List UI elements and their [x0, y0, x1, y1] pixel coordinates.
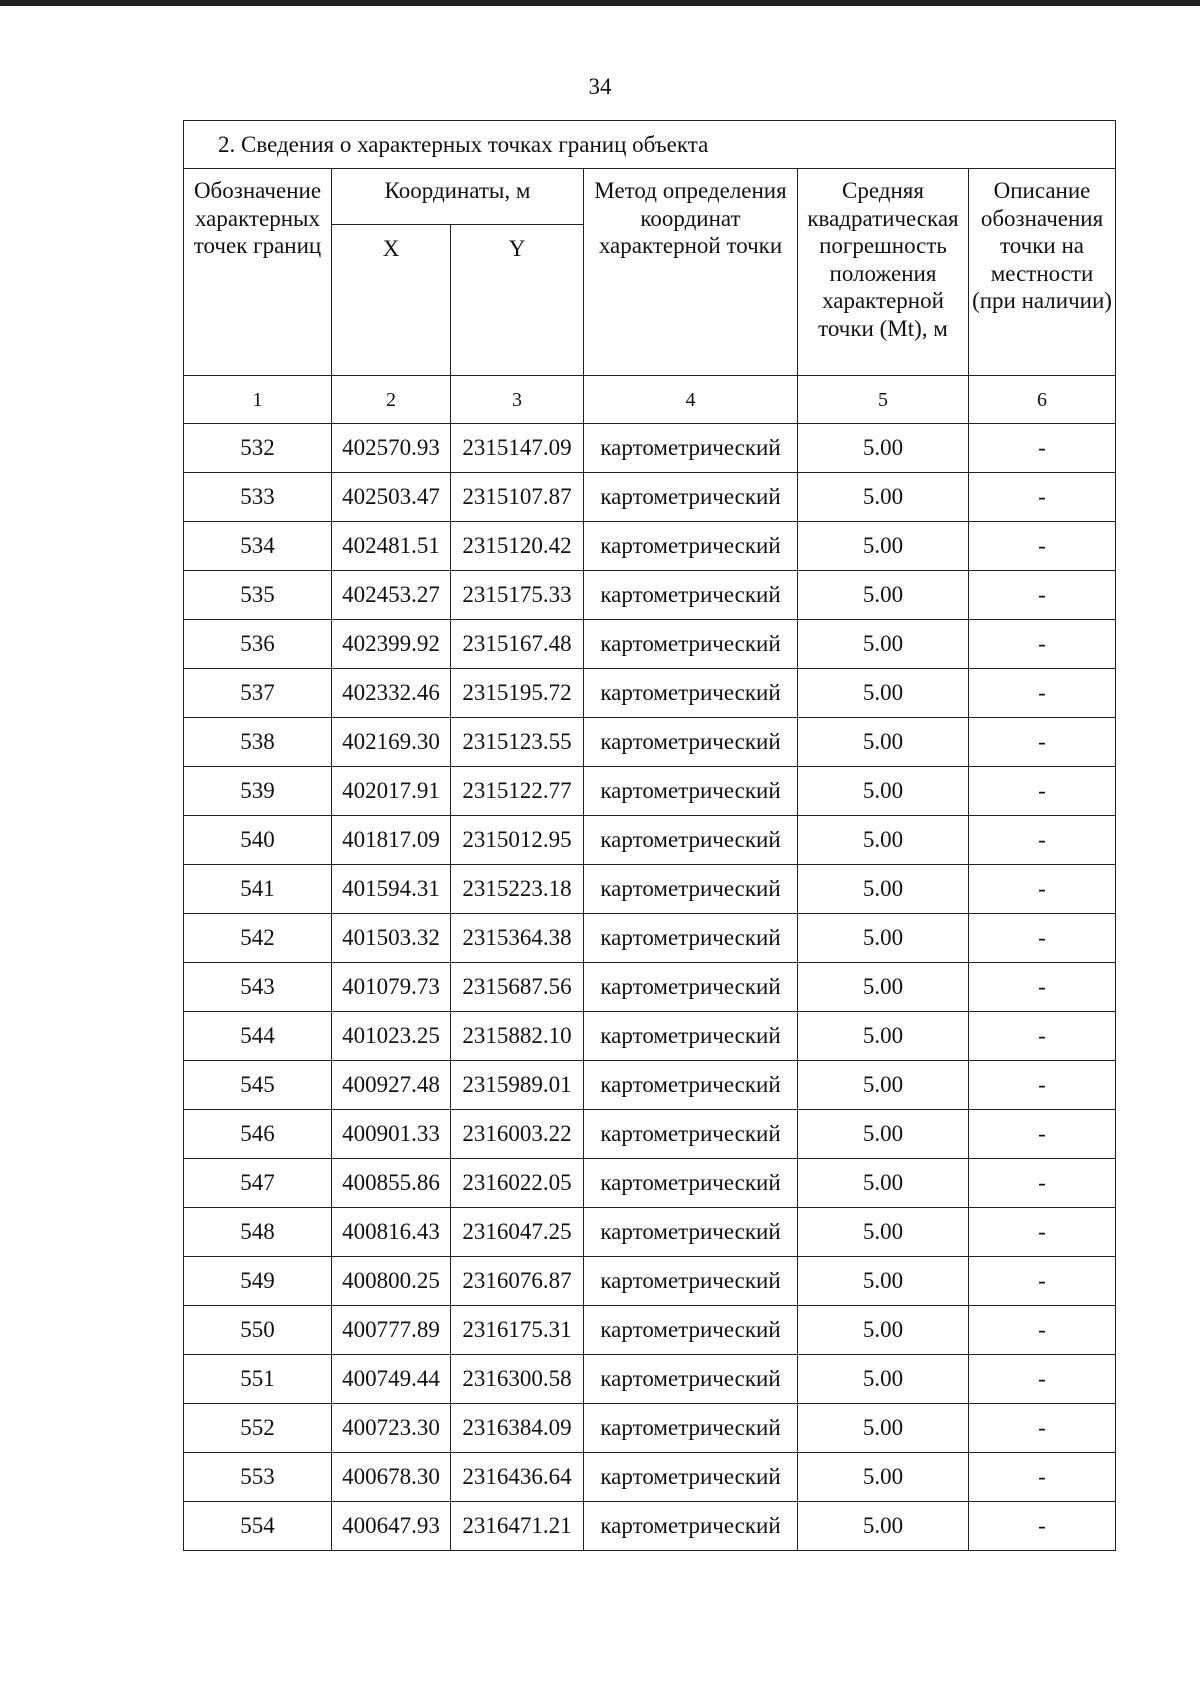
cell-error: 5.00 [798, 816, 969, 865]
table-row [184, 718, 1116, 767]
cell-x: 401023.25 [332, 1012, 451, 1061]
cell-description: - [969, 1110, 1116, 1159]
cell-y: 2315175.33 [451, 571, 584, 620]
cell-x: 400777.89 [332, 1306, 451, 1355]
cell-x: 400647.93 [332, 1502, 451, 1551]
cell-point-id: 549 [184, 1257, 332, 1306]
cell-error: 5.00 [798, 1110, 969, 1159]
cell-point-id: 540 [184, 816, 332, 865]
cell-point-id: 539 [184, 767, 332, 816]
cell-point-id: 550 [184, 1306, 332, 1355]
cell-description: - [969, 914, 1116, 963]
cell-method: картометрический [584, 522, 798, 571]
cell-description: - [969, 1453, 1116, 1502]
table-row [184, 767, 1116, 816]
column-number-row [184, 376, 1116, 424]
column-number: 2 [332, 376, 451, 424]
cell-error: 5.00 [798, 620, 969, 669]
cell-x: 402332.46 [332, 669, 451, 718]
cell-error: 5.00 [798, 473, 969, 522]
table-row [184, 669, 1116, 718]
cell-description: - [969, 1306, 1116, 1355]
cell-error: 5.00 [798, 669, 969, 718]
table-row [184, 1306, 1116, 1355]
cell-y: 2315687.56 [451, 963, 584, 1012]
cell-x: 400855.86 [332, 1159, 451, 1208]
cell-x: 400749.44 [332, 1355, 451, 1404]
cell-error: 5.00 [798, 1061, 969, 1110]
cell-error: 5.00 [798, 424, 969, 473]
cell-description: - [969, 1061, 1116, 1110]
cell-x: 402169.30 [332, 718, 451, 767]
cell-method: картометрический [584, 1355, 798, 1404]
cell-description: - [969, 473, 1116, 522]
cell-y: 2315195.72 [451, 669, 584, 718]
cell-description: - [969, 571, 1116, 620]
table-row [184, 1061, 1116, 1110]
cell-description: - [969, 963, 1116, 1012]
cell-x: 402503.47 [332, 473, 451, 522]
cell-point-id: 546 [184, 1110, 332, 1159]
cell-point-id: 553 [184, 1453, 332, 1502]
cell-error: 5.00 [798, 1404, 969, 1453]
table-row [184, 1012, 1116, 1061]
cell-y: 2315167.48 [451, 620, 584, 669]
cell-point-id: 548 [184, 1208, 332, 1257]
cell-x: 400927.48 [332, 1061, 451, 1110]
cell-method: картометрический [584, 473, 798, 522]
cell-y: 2315882.10 [451, 1012, 584, 1061]
cell-point-id: 538 [184, 718, 332, 767]
cell-description: - [969, 865, 1116, 914]
cell-x: 401594.31 [332, 865, 451, 914]
cell-y: 2315123.55 [451, 718, 584, 767]
column-number: 3 [451, 376, 584, 424]
cell-method: картометрический [584, 424, 798, 473]
table-row [184, 914, 1116, 963]
table-row [184, 571, 1116, 620]
cell-error: 5.00 [798, 1453, 969, 1502]
cell-method: картометрический [584, 1110, 798, 1159]
cell-y: 2315012.95 [451, 816, 584, 865]
page-top-border [0, 0, 1200, 6]
column-number: 4 [584, 376, 798, 424]
cell-x: 402399.92 [332, 620, 451, 669]
table-row [184, 1110, 1116, 1159]
cell-method: картометрический [584, 1208, 798, 1257]
cell-error: 5.00 [798, 522, 969, 571]
cell-description: - [969, 1208, 1116, 1257]
cell-description: - [969, 1502, 1116, 1551]
cell-method: картометрический [584, 865, 798, 914]
cell-point-id: 551 [184, 1355, 332, 1404]
table-row [184, 963, 1116, 1012]
cell-point-id: 537 [184, 669, 332, 718]
table-row [184, 1453, 1116, 1502]
cell-method: картометрический [584, 718, 798, 767]
cell-description: - [969, 1159, 1116, 1208]
cell-error: 5.00 [798, 571, 969, 620]
cell-point-id: 544 [184, 1012, 332, 1061]
cell-point-id: 535 [184, 571, 332, 620]
cell-method: картометрический [584, 669, 798, 718]
cell-point-id: 547 [184, 1159, 332, 1208]
column-number: 1 [184, 376, 332, 424]
cell-error: 5.00 [798, 1355, 969, 1404]
table-row [184, 1355, 1116, 1404]
table-row [184, 1404, 1116, 1453]
cell-y: 2315120.42 [451, 522, 584, 571]
cell-x: 402453.27 [332, 571, 451, 620]
cell-method: картометрический [584, 1159, 798, 1208]
header-x: X [332, 225, 451, 376]
table-row [184, 816, 1116, 865]
cell-y: 2316022.05 [451, 1159, 584, 1208]
cell-description: - [969, 424, 1116, 473]
cell-method: картометрический [584, 767, 798, 816]
cell-description: - [969, 1257, 1116, 1306]
cell-point-id: 554 [184, 1502, 332, 1551]
cell-error: 5.00 [798, 1257, 969, 1306]
cell-x: 400901.33 [332, 1110, 451, 1159]
table-row [184, 473, 1116, 522]
cell-x: 400816.43 [332, 1208, 451, 1257]
cell-method: картометрический [584, 1453, 798, 1502]
cell-y: 2316471.21 [451, 1502, 584, 1551]
cell-method: картометрический [584, 963, 798, 1012]
cell-point-id: 533 [184, 473, 332, 522]
header-designation: Обозначение характерных точек границ [184, 169, 332, 376]
header-method: Метод определения координат характерной точки [584, 169, 798, 376]
table-row [184, 1502, 1116, 1551]
table-row [184, 620, 1116, 669]
cell-y: 2315989.01 [451, 1061, 584, 1110]
cell-error: 5.00 [798, 963, 969, 1012]
cell-method: картометрический [584, 571, 798, 620]
header-coordinates: Координаты, м [332, 169, 584, 225]
cell-error: 5.00 [798, 767, 969, 816]
cell-y: 2315223.18 [451, 865, 584, 914]
cell-x: 400723.30 [332, 1404, 451, 1453]
page-number: 34 [588, 74, 612, 99]
cell-error: 5.00 [798, 865, 969, 914]
table-row [184, 1208, 1116, 1257]
cell-error: 5.00 [798, 914, 969, 963]
boundary-points-table [183, 120, 1116, 1551]
cell-description: - [969, 1355, 1116, 1404]
header-error: Средняя квадратическая погрешность положения характерной точки (Mt), м [798, 169, 969, 376]
cell-description: - [969, 669, 1116, 718]
cell-method: картометрический [584, 1502, 798, 1551]
cell-description: - [969, 816, 1116, 865]
cell-method: картометрический [584, 1306, 798, 1355]
cell-description: - [969, 1404, 1116, 1453]
cell-description: - [969, 767, 1116, 816]
cell-point-id: 545 [184, 1061, 332, 1110]
cell-method: картометрический [584, 1061, 798, 1110]
cell-error: 5.00 [798, 1502, 969, 1551]
header-y: Y [451, 225, 584, 376]
cell-point-id: 534 [184, 522, 332, 571]
cell-y: 2316076.87 [451, 1257, 584, 1306]
cell-error: 5.00 [798, 1012, 969, 1061]
header-description: Описание обозначения точки на местности (при наличии) [969, 169, 1116, 376]
cell-method: картометрический [584, 1404, 798, 1453]
cell-x: 400800.25 [332, 1257, 451, 1306]
table-row [184, 1159, 1116, 1208]
cell-x: 401817.09 [332, 816, 451, 865]
cell-y: 2315147.09 [451, 424, 584, 473]
cell-point-id: 536 [184, 620, 332, 669]
cell-description: - [969, 620, 1116, 669]
column-number: 6 [969, 376, 1116, 424]
cell-x: 401079.73 [332, 963, 451, 1012]
cell-error: 5.00 [798, 1159, 969, 1208]
cell-method: картометрический [584, 1257, 798, 1306]
cell-y: 2315107.87 [451, 473, 584, 522]
cell-x: 402017.91 [332, 767, 451, 816]
cell-x: 402481.51 [332, 522, 451, 571]
table-row [184, 865, 1116, 914]
table-row [184, 1257, 1116, 1306]
cell-y: 2316384.09 [451, 1404, 584, 1453]
cell-y: 2315364.38 [451, 914, 584, 963]
cell-point-id: 541 [184, 865, 332, 914]
cell-x: 402570.93 [332, 424, 451, 473]
column-number: 5 [798, 376, 969, 424]
cell-point-id: 542 [184, 914, 332, 963]
cell-method: картометрический [584, 620, 798, 669]
cell-method: картометрический [584, 1012, 798, 1061]
cell-y: 2316436.64 [451, 1453, 584, 1502]
cell-point-id: 532 [184, 424, 332, 473]
cell-y: 2316003.22 [451, 1110, 584, 1159]
cell-error: 5.00 [798, 718, 969, 767]
cell-description: - [969, 718, 1116, 767]
cell-method: картометрический [584, 816, 798, 865]
cell-description: - [969, 1012, 1116, 1061]
cell-x: 401503.32 [332, 914, 451, 963]
section-title: 2. Сведения о характерных точках границ объекта [184, 121, 1116, 169]
cell-error: 5.00 [798, 1306, 969, 1355]
table-row [184, 522, 1116, 571]
cell-y: 2315122.77 [451, 767, 584, 816]
cell-y: 2316300.58 [451, 1355, 584, 1404]
cell-description: - [969, 522, 1116, 571]
table-row [184, 424, 1116, 473]
cell-point-id: 552 [184, 1404, 332, 1453]
cell-error: 5.00 [798, 1208, 969, 1257]
cell-y: 2316175.31 [451, 1306, 584, 1355]
cell-x: 400678.30 [332, 1453, 451, 1502]
cell-method: картометрический [584, 914, 798, 963]
cell-y: 2316047.25 [451, 1208, 584, 1257]
cell-point-id: 543 [184, 963, 332, 1012]
